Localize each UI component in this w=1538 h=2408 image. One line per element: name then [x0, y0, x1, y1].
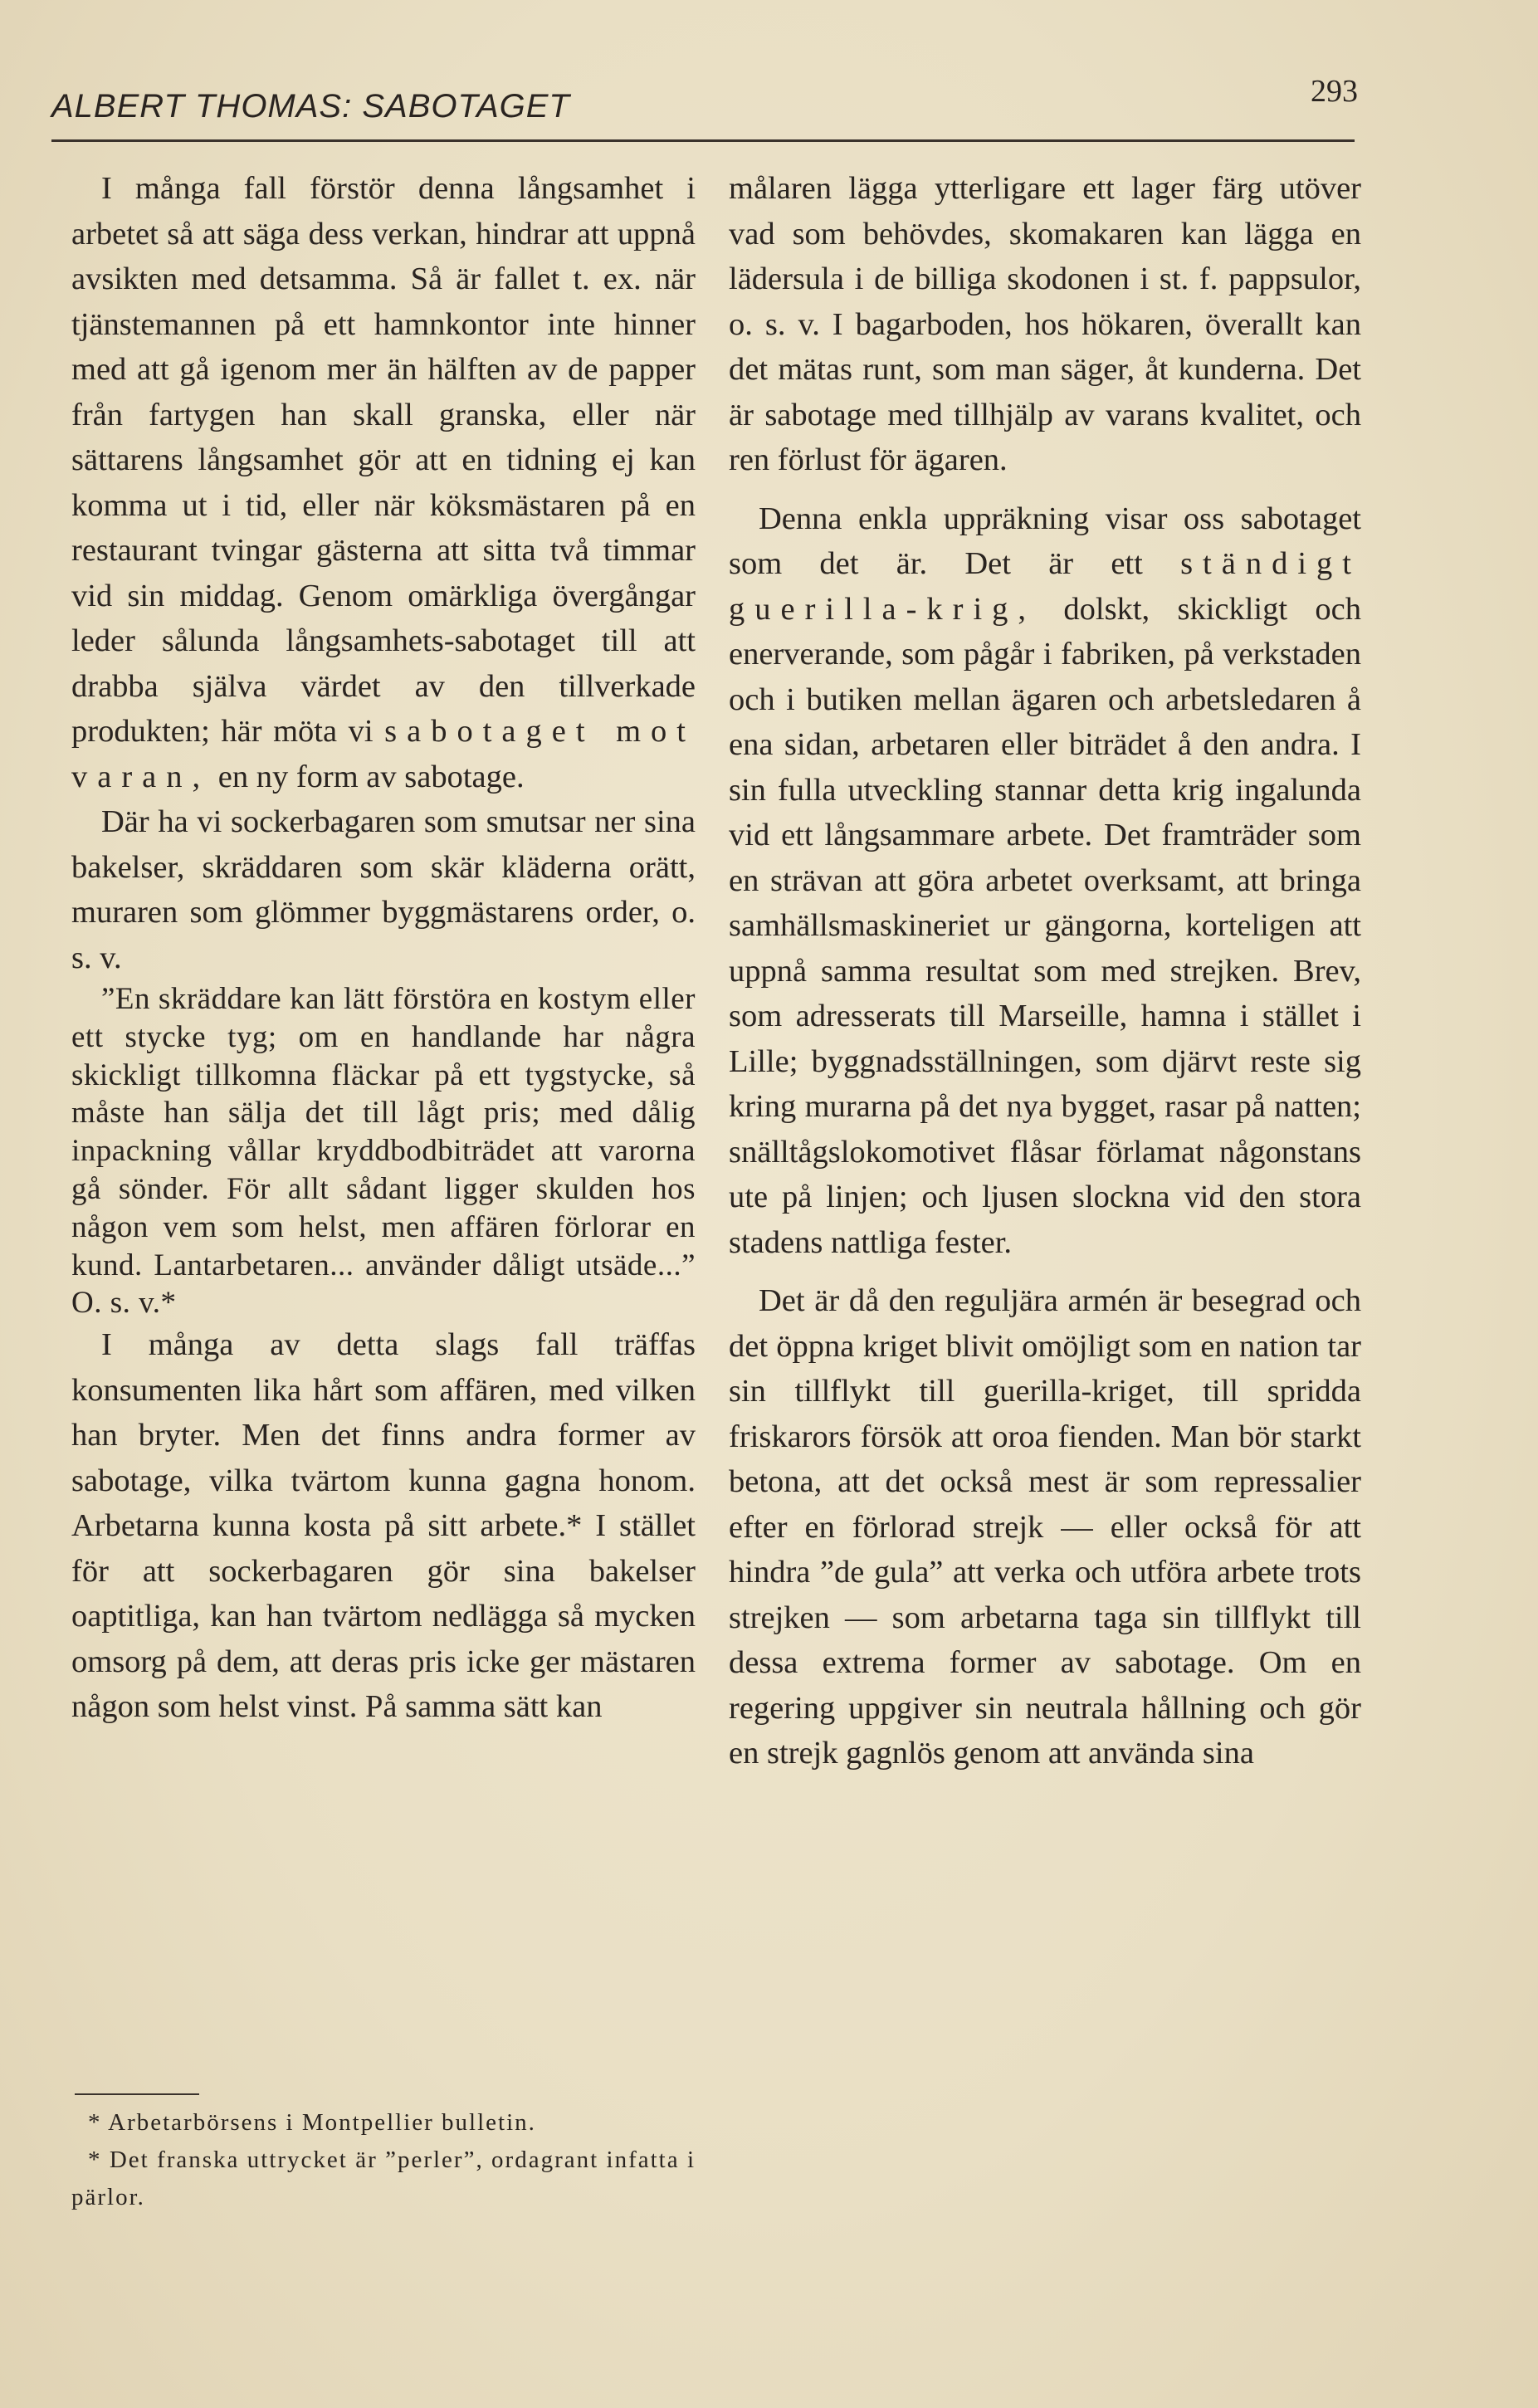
right-column: [729, 166, 1361, 1776]
header-rule: [51, 139, 1355, 142]
spaced-emphasis: ständigt guerilla-krig,: [729, 546, 1361, 627]
footnotes: [71, 2104, 696, 2216]
footnote-rule: [75, 2093, 199, 2095]
paragraph: målaren lägga ytterligare ett lager färg utöver vad som behövdes, skomakaren kan lägga en lädersula i de billiga skodonen i st. f. pappsulor, o. s. v. I bagarboden, hos hökaren, överallt kan det mätas runt, som man säger, åt kunderna. Det är sabotage med tillhjälp av varans kvalitet, och ren förlust för ägaren.: [729, 171, 1361, 477]
paragraph: Där ha vi sockerbagaren som smutsar ner sina bakelser, skräddaren som skär kläderna orätt, muraren som glömmer byggmästarens order, o. s. v.: [71, 804, 696, 975]
paragraph: Det är då den reguljära armén är besegrad och det öppna kriget blivit omöjligt som en nation tar sin tillflykt till guerilla-kriget, till spridda friskarors försök att oroa fienden. Man bör starkt betona, att det också mest är som repressalier efter en förlorad strejk — eller också för att hindra ”de gula” att verka och utföra arbete trots strejken — som arbetarna taga sin tillflykt till dessa extrema former av sabotage. Om en regering uppgiver sin neutrala hållning och gör en strejk gagnlös genom att använda sina: [729, 1283, 1361, 1771]
left-column: [71, 166, 696, 1730]
page-number: 293: [1311, 74, 1358, 109]
page-header: [51, 74, 1358, 148]
text-run: dolskt, skickligt och enerverande, som pågår i fabriken, på verkstaden och i butiken mellan ägaren och arbetsledaren å ena sidan, arbetaren eller biträdet å den andra. I sin fulla utveckling stannar detta krig ingalunda vid ett långsammare arbete. Det framträder som en strävan att göra arbetet overksamt, att bringa samhällsmaskineriet ur gängorna, korteligen att uppnå samma resultat som med strejken. Brev, som adresserats till Marseille, hamna i stället i Lille; byggnadsställningen, som djärvt reste sig kring murarna på det nya bygget, rasar på natten; snälltågslokomotivet flåsar förlamat någonstans ute på linjen; och ljusen slockna vid den stora stadens nattliga fester.: [729, 591, 1361, 1260]
spaced-emphasis: sabotaget mot varan,: [71, 714, 696, 794]
footnote: * Det franska uttrycket är ”perler”, ordagrant infatta i pärlor.: [71, 2147, 696, 2210]
text-run: Denna enkla uppräkning visar oss sabotaget som det är. Det är ett: [729, 501, 1361, 581]
paragraph: [729, 496, 1361, 1266]
text-run: en ny form av sabotage.: [217, 759, 525, 794]
running-title: ALBERT THOMAS: SABOTAGET: [51, 88, 570, 125]
paragraph: I många av detta slags fall träffas konsumenten lika hårt som affären, med vilken han bryter. Men det finns andra former av sabotage, vilka tvärtom kunna gagna honom. Arbetarna kunna kosta på sitt arbete.* I stället för att sockerbagaren gör sina bakelser oaptitliga, kan han tvärtom nedlägga så mycken omsorg på dem, att deras pris icke ger mästaren någon som helst vinst. På samma sätt kan: [71, 1327, 696, 1725]
quote-paragraph: ”En skräddare kan lätt förstöra en kostym eller ett stycke tyg; om en handlande har några skickligt tillkomna fläckar på ett tygstycke, så måste han sälja det till lågt pris; med dålig inpackning vållar kryddbodbiträdet att varorna gå sönder. För allt sådant ligger skulden hos någon vem som helst, men affären förlorar en kund. Lantarbetaren... använder dåligt utsäde...” O. s. v.*: [71, 982, 696, 1321]
text-run: I många fall förstör denna långsamhet i arbetet så att säga dess verkan, hindrar att uppnå avsikten med detsamma. Så är fallet t. ex. när tjänstemannen på ett hamnkontor inte hinner med att gå igenom mer än hälften av de papper från fartygen han skall granska, eller när sättarens långsamhet gör att en tidning ej kan komma ut i tid, eller när köksmästaren på en restaurant tvingar gästerna att sitta två timmar vid sin middag. Genom omärkliga övergångar leder sålunda långsamhets-sabotaget till att drabba själva värdet av den tillverkade produkten; här möta vi: [71, 171, 696, 749]
paragraph: [71, 166, 696, 799]
footnote: * Arbetarbörsens i Montpellier bulletin.: [88, 2109, 536, 2136]
